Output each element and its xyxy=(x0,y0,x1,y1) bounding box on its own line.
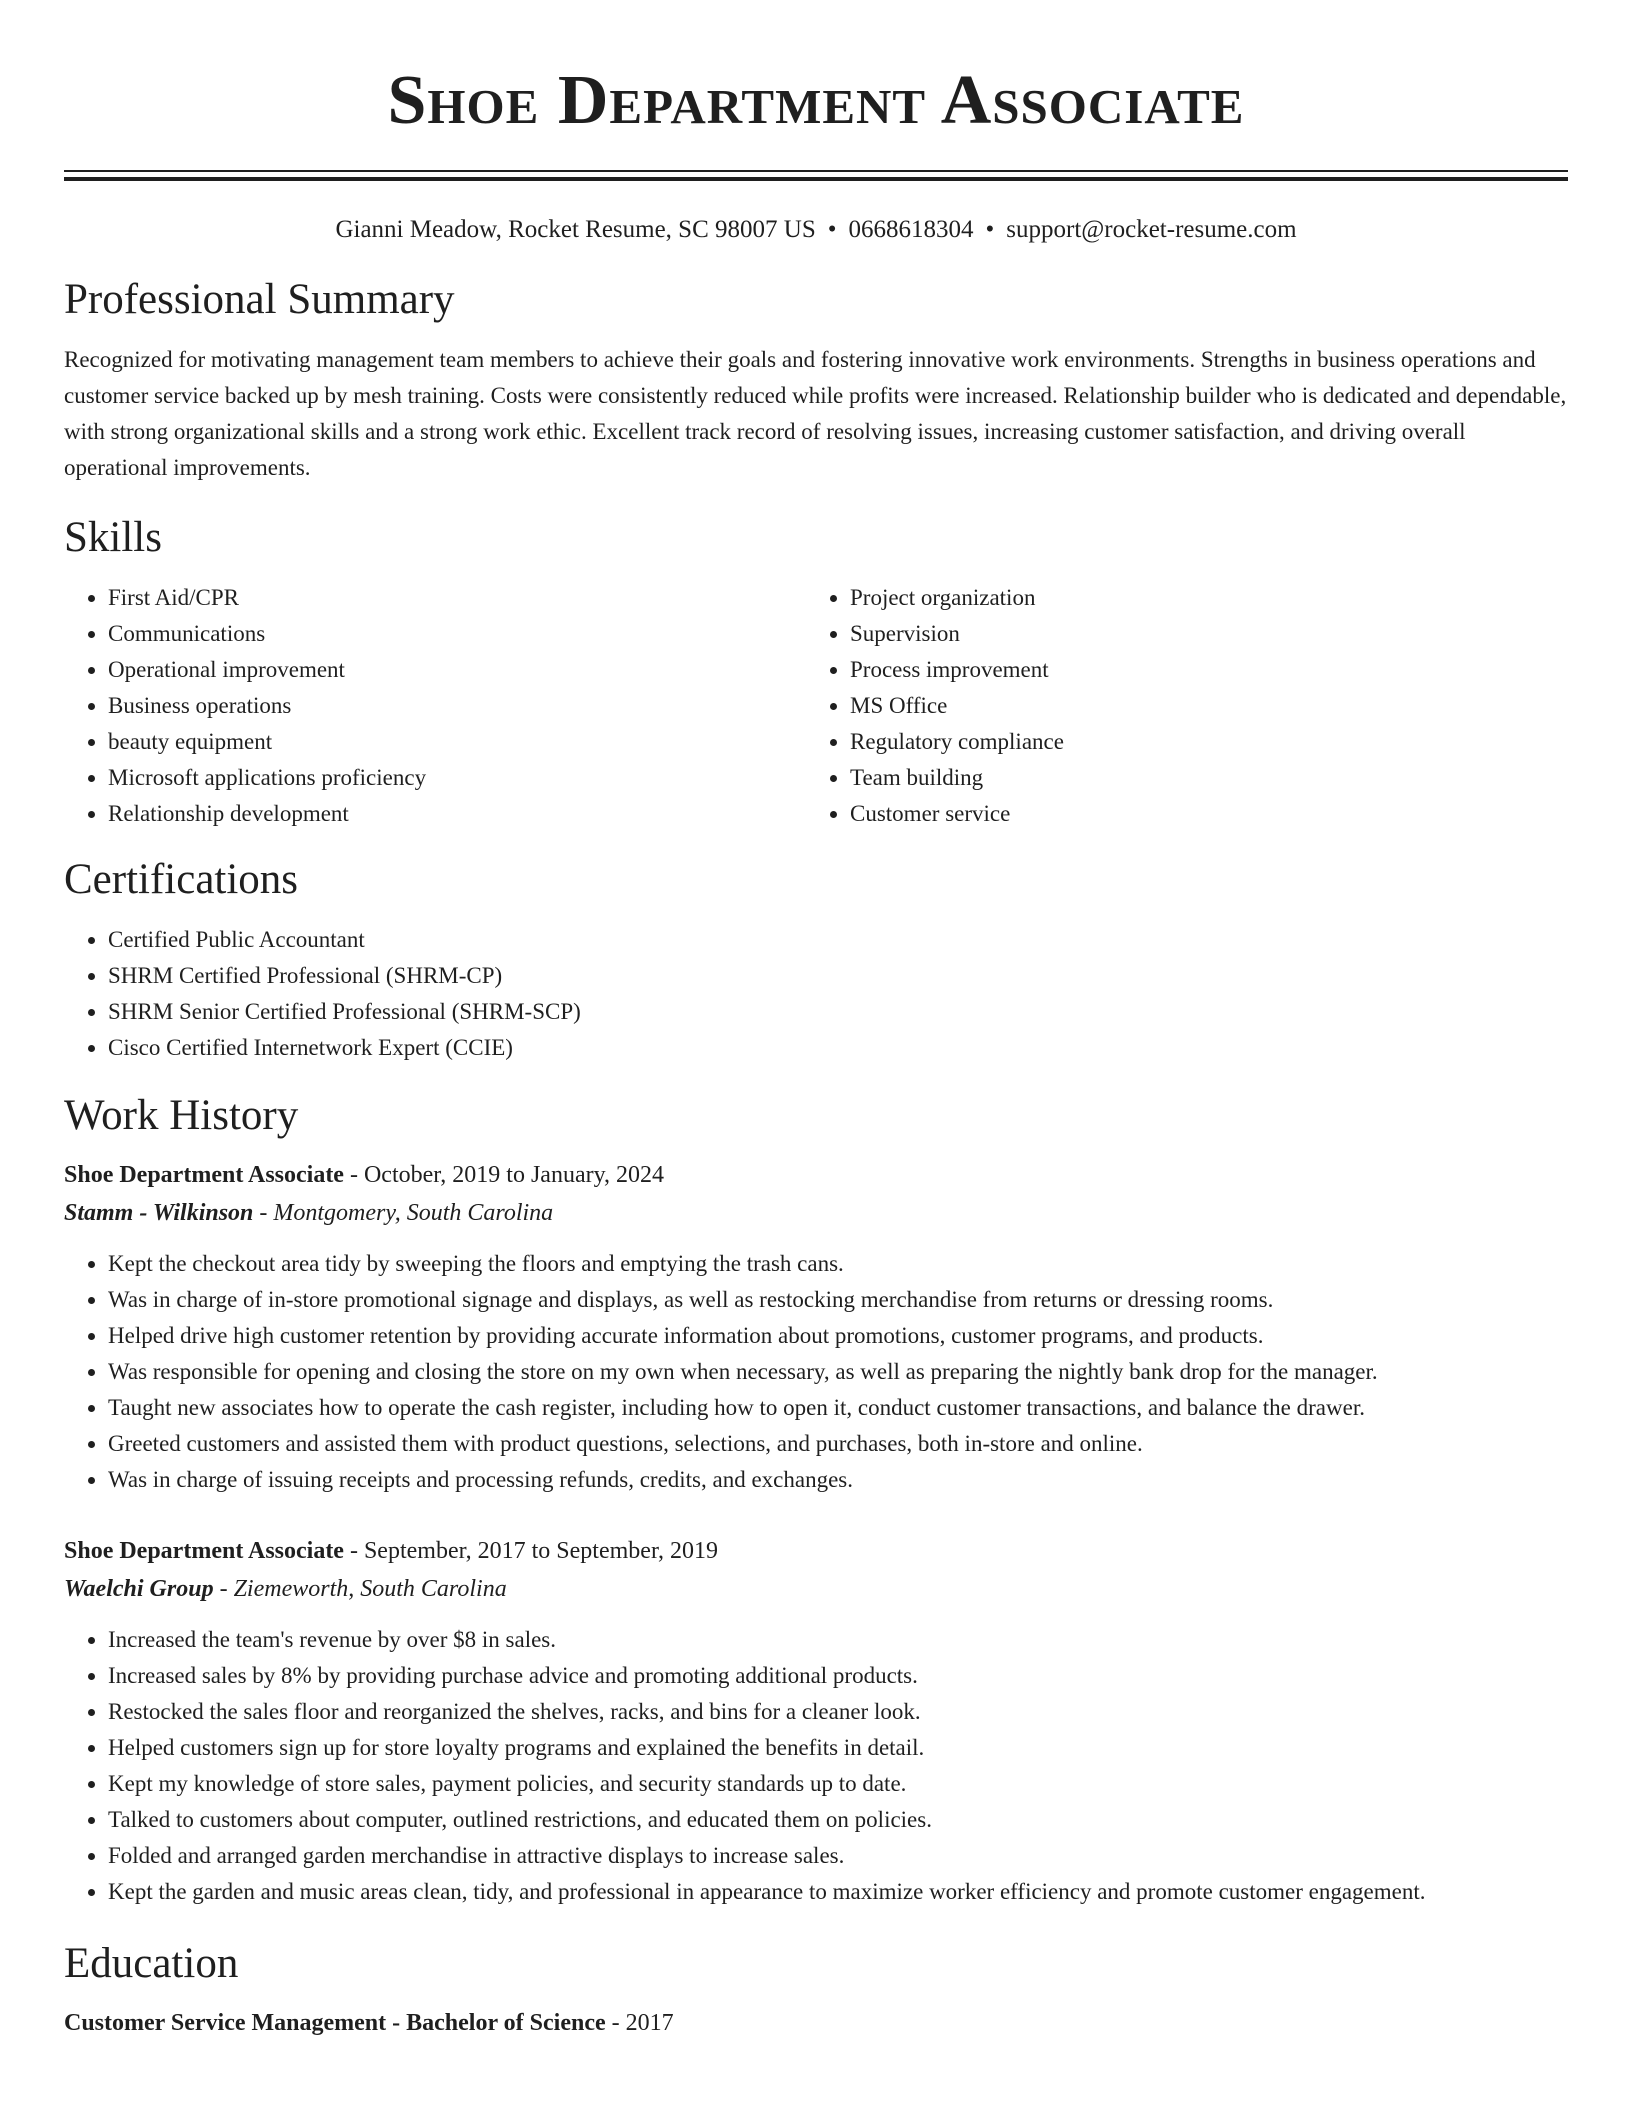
job-duties-list xyxy=(64,1246,1568,1498)
skill-item: • First Aid/CPR xyxy=(108,580,806,616)
job-duty-item: • Was in charge of in-store promotional signage and displays, as well as restocking merchandise from returns or dressing rooms. xyxy=(108,1282,1568,1318)
job-title-line xyxy=(64,1156,1568,1194)
divider-thick-line xyxy=(64,177,1568,181)
job-location: - Montgomery, South Carolina xyxy=(253,1200,554,1226)
skill-item: • Customer service xyxy=(850,796,1548,832)
contact-address: Gianni Meadow, Rocket Resume, SC 98007 US xyxy=(335,216,816,243)
job-location: - Ziemeworth, South Carolina xyxy=(213,1576,507,1602)
job-entry xyxy=(64,1532,1568,1910)
job-duty-item: • Talked to customers about computer, outlined restrictions, and educated them on policies. xyxy=(108,1802,1568,1838)
education-heading: Education xyxy=(64,1940,239,1987)
skill-item: • Process improvement xyxy=(850,652,1548,688)
job-duty-item: • Was in charge of issuing receipts and processing refunds, credits, and exchanges. xyxy=(108,1462,1568,1498)
skills-column-left xyxy=(64,580,806,832)
contact-separator: • xyxy=(985,216,995,243)
summary-section xyxy=(64,274,1568,486)
skill-item: • Team building xyxy=(850,760,1548,796)
job-duty-item: • Kept my knowledge of store sales, payment policies, and security standards up to date. xyxy=(108,1766,1568,1802)
skills-grid xyxy=(64,580,1568,832)
job-duties-list xyxy=(64,1622,1568,1910)
skill-item: • MS Office xyxy=(850,688,1548,724)
contact-separator: • xyxy=(827,216,837,243)
job-duty-item: • Kept the checkout area tidy by sweeping the floors and emptying the trash cans. xyxy=(108,1246,1568,1282)
certification-item: • Certified Public Accountant xyxy=(108,922,1568,958)
education-degree: Customer Service Management - Bachelor of Science xyxy=(64,2010,606,2036)
job-entry xyxy=(64,1156,1568,1498)
skills-heading: Skills xyxy=(64,514,162,561)
job-dates: - October, 2019 to January, 2024 xyxy=(343,1162,665,1188)
skill-item: • Business operations xyxy=(108,688,806,724)
education-section xyxy=(64,1938,1568,2042)
education-year: - 2017 xyxy=(605,2010,674,2036)
education-entry xyxy=(64,2004,1568,2042)
contact-email: support@rocket-resume.com xyxy=(1006,216,1297,243)
certifications-list xyxy=(64,922,1568,1066)
summary-text: Recognized for motivating management team members to achieve their goals and fostering innovative work environments. Strengths in business operations and customer service backed up by mesh training. Costs were consistently reduced while profits were increased. Relationship builder who is dedicated and dependable, with strong organizational skills and a strong work ethic. Excellent track record of resolving issues, increasing customer satisfaction, and driving overall operational improvements. xyxy=(64,347,1567,480)
job-duty-item: • Restocked the sales floor and reorganized the shelves, racks, and bins for a cleaner look. xyxy=(108,1694,1568,1730)
contact-phone: 0668618304 xyxy=(848,216,974,243)
job-duty-item: • Was responsible for opening and closing the store on my own when necessary, as well as preparing the nightly bank drop for the manager. xyxy=(108,1354,1568,1390)
skill-item: • Supervision xyxy=(850,616,1548,652)
skills-section xyxy=(64,512,1568,832)
job-title: Shoe Department Associate xyxy=(64,1162,344,1188)
job-duty-item: • Helped drive high customer retention by providing accurate information about promotions, customer programs, and products. xyxy=(108,1318,1568,1354)
certifications-heading: Certifications xyxy=(64,856,299,903)
job-title: Shoe Department Associate xyxy=(64,1538,344,1564)
skills-list-right xyxy=(806,580,1548,832)
skills-column-right xyxy=(806,580,1548,832)
certification-item: • Cisco Certified Internetwork Expert (CCIE) xyxy=(108,1030,1568,1066)
certifications-section xyxy=(64,854,1568,1066)
certification-item: • SHRM Certified Professional (SHRM-CP) xyxy=(108,958,1568,994)
job-duty-item: • Increased sales by 8% by providing purchase advice and promoting additional products. xyxy=(108,1658,1568,1694)
skill-item: • Microsoft applications proficiency xyxy=(108,760,806,796)
job-title-line xyxy=(64,1532,1568,1570)
resume-title: Shoe Department Associate xyxy=(387,62,1245,139)
job-company-line xyxy=(64,1570,1568,1608)
divider-thin-line xyxy=(64,170,1568,172)
job-duty-item: • Taught new associates how to operate the cash register, including how to open it, conduct customer transactions, and balance the drawer. xyxy=(108,1390,1568,1426)
job-company: Stamm - Wilkinson xyxy=(64,1200,254,1226)
work-history-heading: Work History xyxy=(64,1092,299,1139)
job-duty-item: • Folded and arranged garden merchandise in attractive displays to increase sales. xyxy=(108,1838,1568,1874)
work-history-section xyxy=(64,1090,1568,1910)
summary-heading: Professional Summary xyxy=(64,276,455,323)
job-duty-item: • Greeted customers and assisted them with product questions, selections, and purchases, both in-store and online. xyxy=(108,1426,1568,1462)
skill-item: • Project organization xyxy=(850,580,1548,616)
skill-item: • beauty equipment xyxy=(108,724,806,760)
job-duty-item: • Helped customers sign up for store loyalty programs and explained the benefits in detail. xyxy=(108,1730,1568,1766)
title-divider xyxy=(64,170,1568,182)
contact-line xyxy=(64,214,1568,246)
skill-item: • Relationship development xyxy=(108,796,806,832)
skill-item: • Regulatory compliance xyxy=(850,724,1548,760)
job-dates: - September, 2017 to September, 2019 xyxy=(343,1538,718,1564)
job-duty-item: • Increased the team's revenue by over $8 in sales. xyxy=(108,1622,1568,1658)
certification-item: • SHRM Senior Certified Professional (SHRM-SCP) xyxy=(108,994,1568,1030)
job-company-line xyxy=(64,1194,1568,1232)
skill-item: • Operational improvement xyxy=(108,652,806,688)
job-duty-item: • Kept the garden and music areas clean, tidy, and professional in appearance to maximize worker efficiency and promote customer engagement. xyxy=(108,1874,1568,1910)
skill-item: • Communications xyxy=(108,616,806,652)
skills-list-left xyxy=(64,580,806,832)
job-company: Waelchi Group xyxy=(64,1576,214,1602)
